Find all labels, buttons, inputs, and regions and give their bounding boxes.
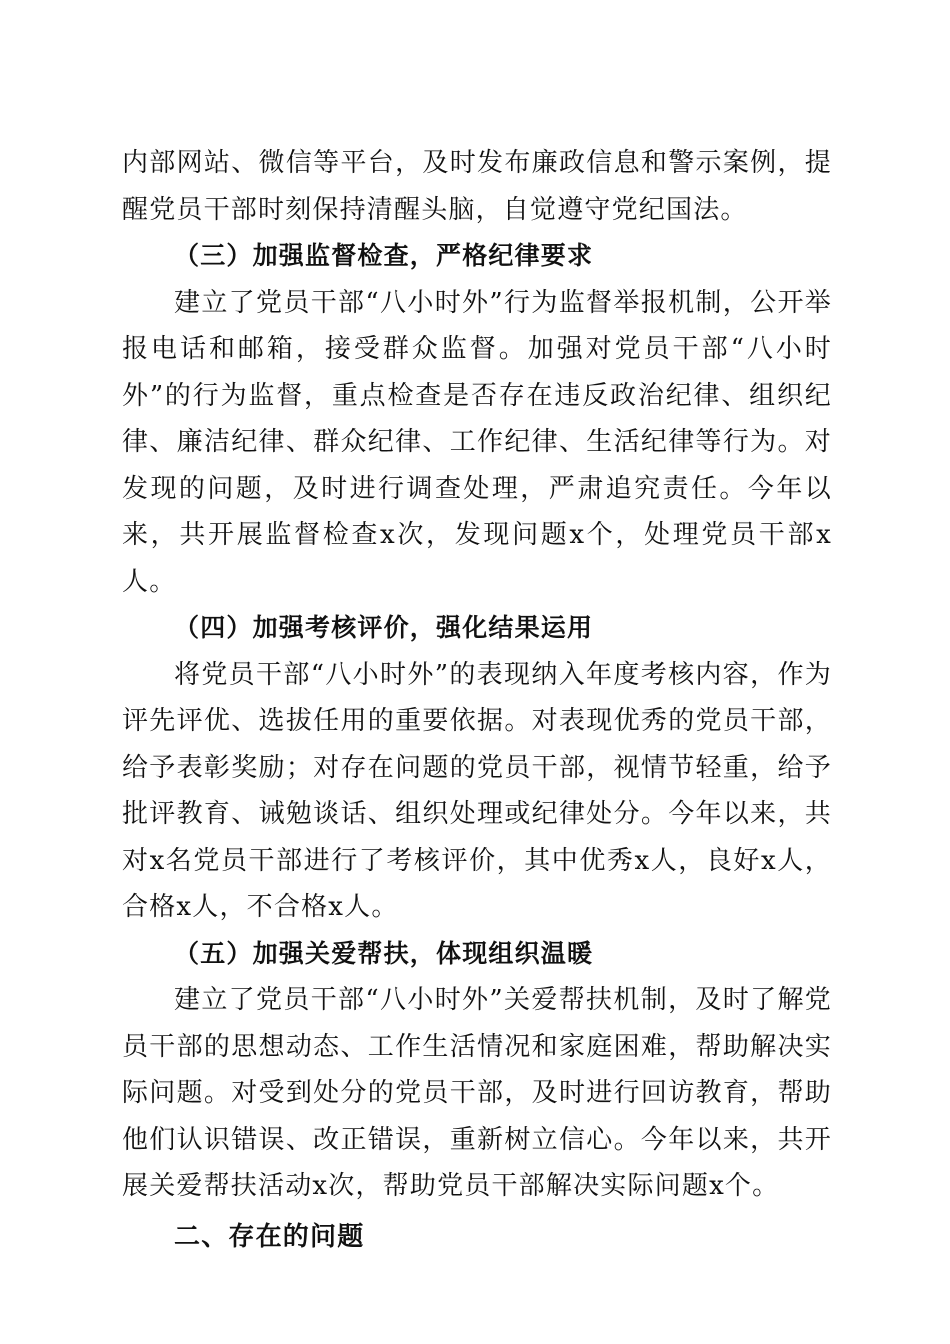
paragraph-care: 建立了党员干部“八小时外”关爱帮扶机制，及时了解党员干部的思想动态、工作生活情况和家庭困难，帮助解决实际问题。对受到处分的党员干部，及时进行回访教育，帮助他们认识错误、改正错误，重新树立信心。今年以来，共开展关爱帮扶活动x次，帮助党员干部解决实际问题x个。	[122, 985, 832, 1201]
paragraph-continuation: 内部网站、微信等平台，及时发布廉政信息和警示案例，提醒党员干部时刻保持清醒头脑，自觉遵守党纪国法。	[122, 148, 832, 225]
document-body	[122, 140, 832, 1260]
subheading-supervision: （三）加强监督检查，严格纪律要求	[174, 241, 594, 270]
subheading-assessment: （四）加强考核评价，强化结果运用	[174, 613, 594, 642]
paragraph-supervision: 建立了党员干部“八小时外”行为监督举报机制，公开举报电话和邮箱，接受群众监督。加强对党员干部“八小时外”的行为监督，重点检查是否存在违反政治纪律、组织纪律、廉洁纪律、群众纪律、工作纪律、生活纪律等行为。对发现的问题，及时进行调查处理，严肃追究责任。今年以来，共开展监督检查x次，发现问题x个，处理党员干部x人。	[122, 287, 832, 597]
subheading-care: （五）加强关爱帮扶，体现组织温暖	[174, 938, 594, 968]
section-heading-problems: 二、存在的问题	[174, 1221, 365, 1252]
paragraph-assessment: 将党员干部“八小时外”的表现纳入年度考核内容，作为评先评优、选拔任用的重要依据。对表现优秀的党员干部，给予表彰奖励；对存在问题的党员干部，视情节轻重，给予批评教育、诫勉谈话、组织处理或纪律处分。今年以来，共对x名党员干部进行了考核评价，其中优秀x人，良好x人，合格x人，不合格x人。	[122, 659, 832, 922]
